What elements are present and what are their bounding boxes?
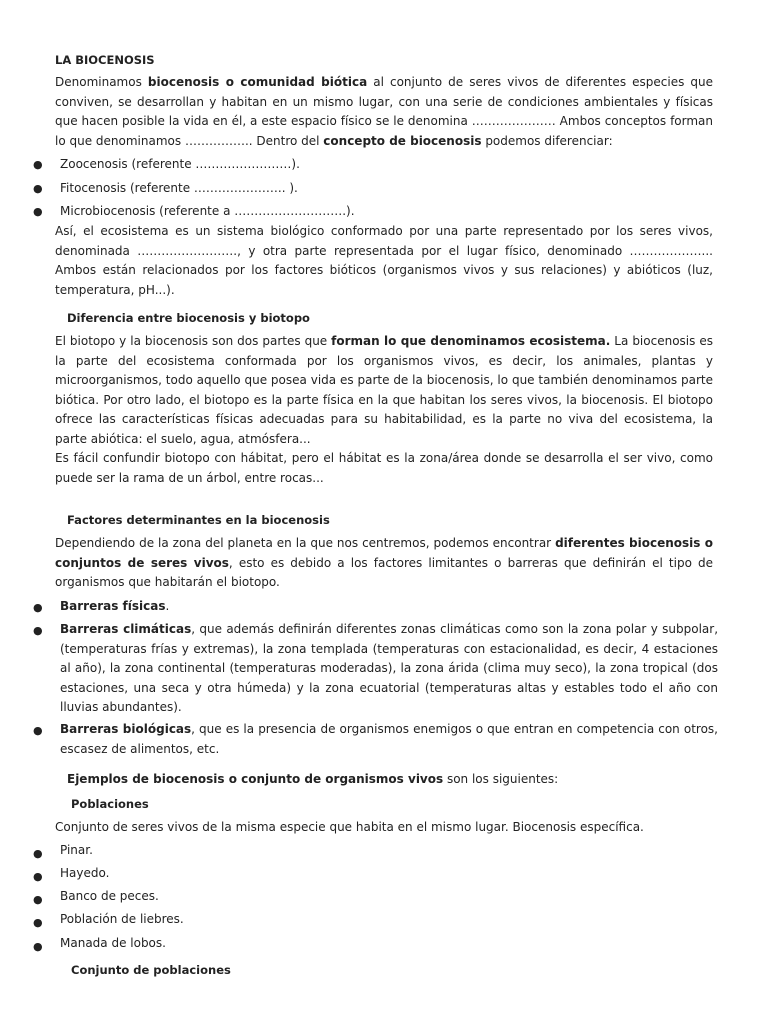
list-item: Barreras climáticas, que además definirán diferentes zonas climáticas como son la zona polar y subpolar, (temperaturas frías y extremas), la zona templada (temperaturas con estacionalidad, es decir, 4 estaciones al año), la zona continental (temperaturas moderadas), la zona árida (clima muy seco), la zona tropical (dos estaciones, una seca y otra húmeda) y la zona ecuatorial (temperaturas altas y estables todo el año con lluvias abundantes). (60, 622, 719, 714)
list-item: Hayedo. (60, 866, 110, 880)
list-item: Microbiocenosis (referente a ……………………….). (60, 204, 355, 218)
bullet-icon: ● (33, 601, 43, 614)
bullet-icon: ● (33, 158, 43, 171)
list-item: Banco de peces. (60, 889, 159, 903)
doc-title: LA BIOCENOSIS (55, 53, 155, 67)
intro-paragraph: Denominamos biocenosis o comunidad biótica al conjunto de seres vivos de diferentes especies que conviven, se desarrollan y habitan en un mismo lugar, con una serie de condiciones ambientales y físicas que hacen posible la vida en él, a este espacio físico se le denomina ………………… Ambos conceptos forman lo que denominamos …………….. Dentro del concepto de biocenosis podemos diferenciar: (55, 75, 713, 148)
section-heading: Poblaciones (71, 797, 149, 811)
bullet-icon: ● (33, 724, 43, 737)
bullet-icon: ● (33, 893, 43, 906)
bullet-icon: ● (33, 940, 43, 953)
section-heading: Diferencia entre biocenosis y biotopo (67, 311, 310, 325)
habitat-paragraph: Es fácil confundir biotopo con hábitat, pero el hábitat es la zona/área donde se desarrolla el ser vivo, como puede ser la rama de un árbol, entre rocas... (55, 451, 713, 485)
bullet-icon: ● (33, 182, 43, 195)
list-item: Pinar. (60, 843, 93, 857)
list-item: Fitocenosis (referente ………………….. ). (60, 181, 298, 195)
biotopo-paragraph: El biotopo y la biocenosis son dos partes que forman lo que denominamos ecosistema. La biocenosis es la parte del ecosistema conformada por los organismos vivos, es decir, los animales, plantas y microorganismos, todo aquello que posea vida es parte de la biocenosis, lo que también denominamos parte biótica. Por otro lado, el biotopo es la parte física en la que habitan los seres vivos, la biocenosis. El biotopo ofrece las características físicas adecuadas para su habitabilidad, es la parte no viva del ecosistema, la parte abiótica: el suelo, agua, atmósfera... (55, 334, 713, 446)
bullet-icon: ● (33, 847, 43, 860)
examples-line: Ejemplos de biocenosis o conjunto de organismos vivos son los siguientes: (67, 772, 559, 786)
poblaciones-paragraph: Conjunto de seres vivos de la misma especie que habita en el mismo lugar. Biocenosis específica. (55, 820, 644, 834)
section-heading: Factores determinantes en la biocenosis (67, 513, 330, 527)
bullet-icon: ● (33, 624, 43, 637)
bullet-icon: ● (33, 870, 43, 883)
ecosystem-paragraph: Así, el ecosistema es un sistema biológico conformado por una parte representado por los seres vivos, denominada ……………………., y otra parte representada por el lugar físico, denominado ………………... Ambos están relacionados por los factores bióticos (organismos vivos y sus relaciones) y abióticos (luz, temperatura, pH...). (55, 224, 713, 297)
list-item: Zoocenosis (referente ……………………). (60, 157, 300, 171)
bullet-icon: ● (33, 205, 43, 218)
factores-paragraph: Dependiendo de la zona del planeta en la que nos centremos, podemos encontrar diferentes biocenosis o conjuntos de seres vivos, esto es debido a los factores limitantes o barreras que definirán el tipo de organismos que habitarán el biotopo. (55, 536, 713, 589)
list-item: Barreras biológicas, que es la presencia de organismos enemigos o que entran en competencia con otros, escasez de alimentos, etc. (60, 722, 718, 756)
section-heading: Conjunto de poblaciones (71, 963, 231, 977)
list-item: Población de liebres. (60, 912, 184, 926)
list-item: Barreras físicas. (60, 599, 170, 613)
list-item: Manada de lobos. (60, 936, 166, 950)
bullet-icon: ● (33, 916, 43, 929)
